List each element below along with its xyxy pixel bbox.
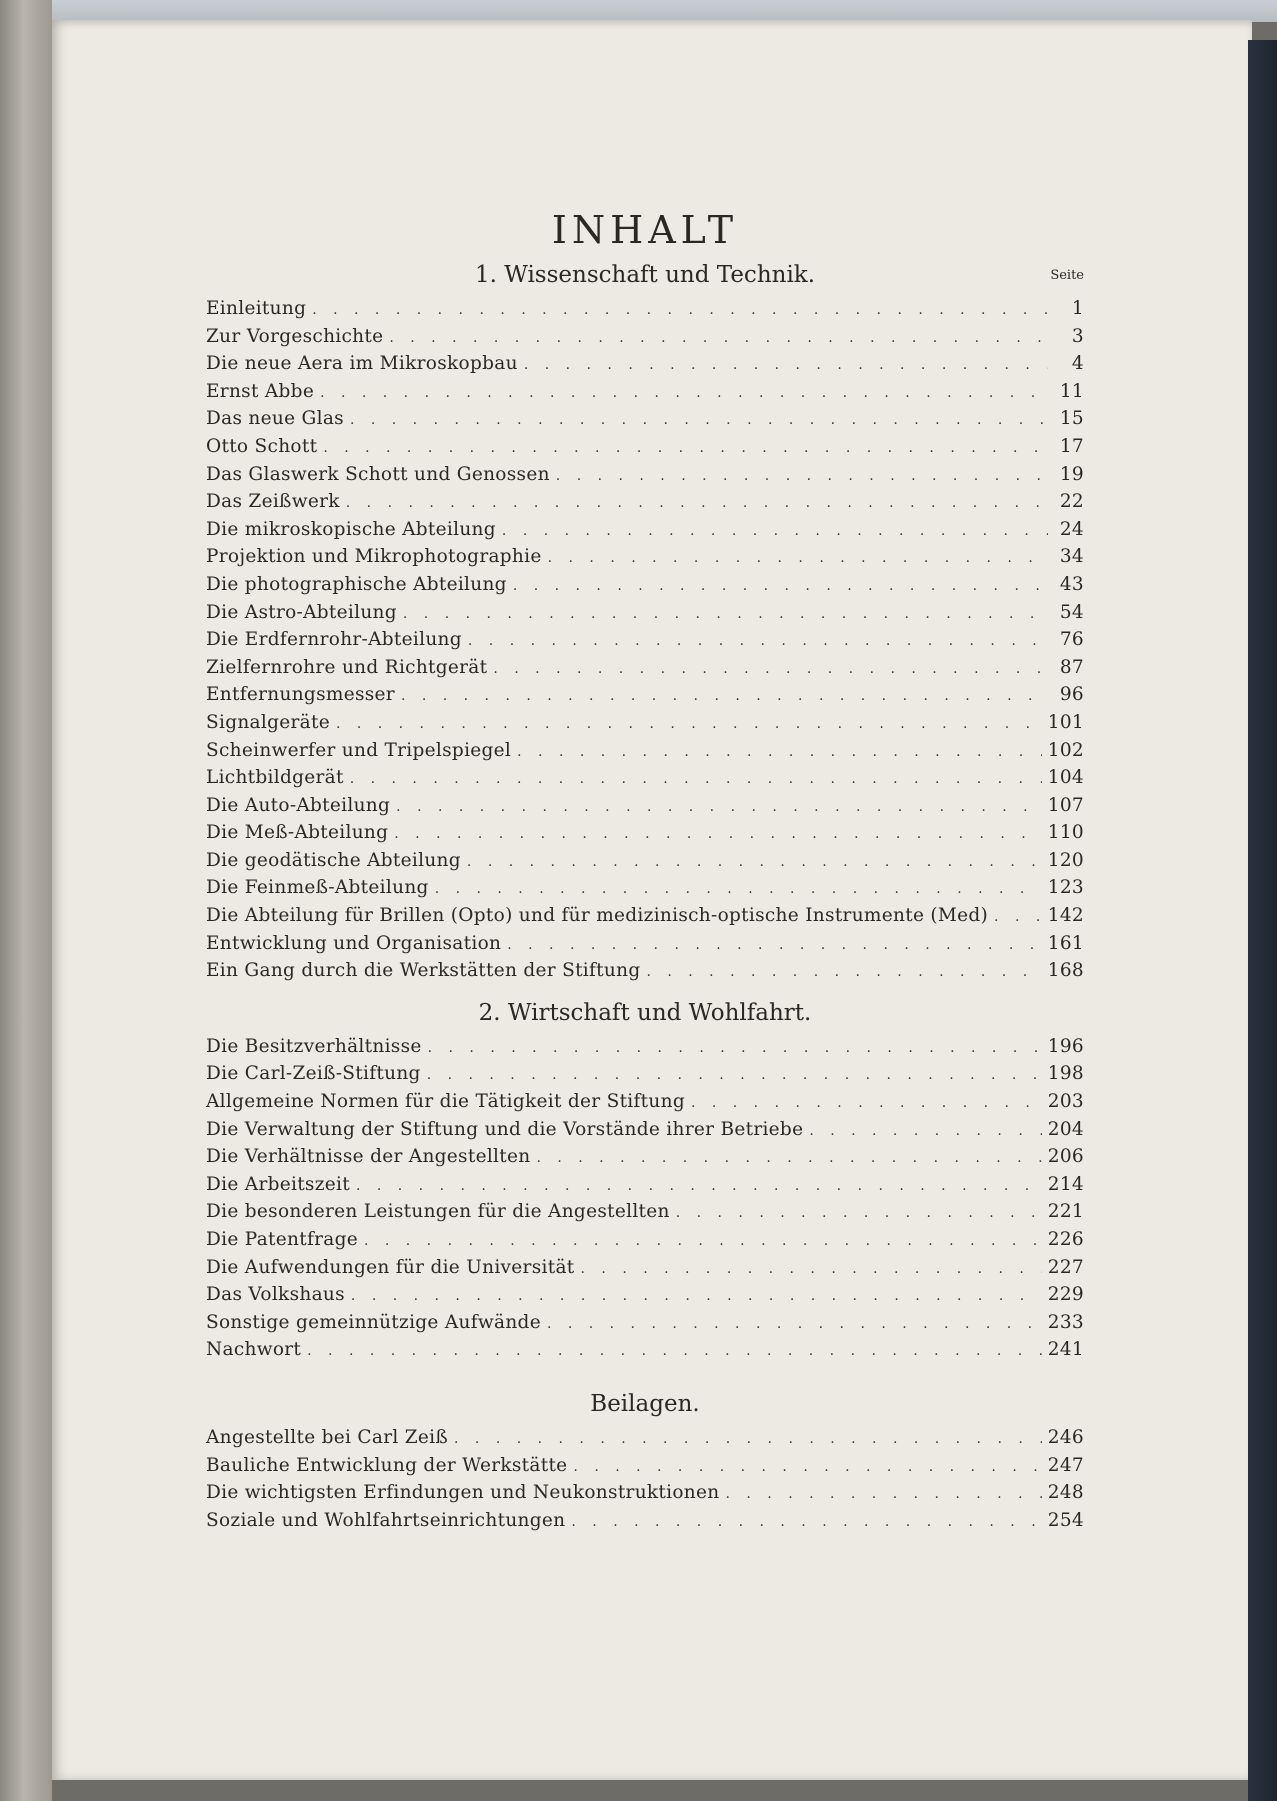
dot-leader: [356, 1173, 1042, 1201]
dot-leader: [435, 876, 1042, 904]
toc-entry-title: Bauliche Entwicklung der Werkstätte: [206, 1454, 568, 1476]
toc-entry: [206, 1479, 1084, 1507]
dot-leader: [351, 1283, 1042, 1311]
dot-leader: [394, 821, 1042, 849]
toc-entry: [206, 461, 1084, 489]
toc-entry: [206, 1171, 1084, 1199]
toc-entry: [206, 626, 1084, 654]
toc-entry-page: 43: [1059, 573, 1084, 595]
toc-entry-title: Die Verhältnisse der Angestellten: [206, 1146, 531, 1168]
dot-leader: [350, 407, 1048, 435]
toc-entry-title: Entwicklung und Organisation: [206, 932, 502, 954]
toc-entry: [206, 405, 1084, 433]
toc-entry: [206, 1309, 1084, 1337]
toc-entry-title: Projektion und Mikrophotographie: [206, 546, 542, 568]
toc-entry-page: 24: [1059, 518, 1084, 540]
toc-entry: [206, 792, 1084, 820]
toc-entry: [206, 571, 1084, 599]
toc-entry-page: 123: [1047, 877, 1084, 899]
toc-entry: [206, 1424, 1084, 1452]
dot-leader: [428, 1035, 1042, 1063]
dot-leader: [809, 1118, 1041, 1146]
dot-leader: [493, 656, 1048, 684]
dot-leader: [547, 1311, 1042, 1339]
toc-entry-title: Die photographische Abteilung: [206, 573, 507, 595]
toc-entry-page: 76: [1059, 629, 1084, 651]
toc-entry: [206, 378, 1084, 406]
toc-entry-title: Ernst Abbe: [206, 380, 315, 402]
toc-entry-title: Ein Gang durch die Werkstätten der Stiftung: [206, 960, 641, 982]
toc-entry: [206, 957, 1084, 985]
toc-entry-title: Die Verwaltung der Stiftung und die Vorstände ihrer Betriebe: [206, 1118, 804, 1140]
table-of-contents: [206, 205, 1084, 1534]
toc-entry: [206, 1088, 1084, 1116]
toc-entry-page: 11: [1059, 380, 1084, 402]
toc-entry-page: 233: [1047, 1311, 1084, 1333]
toc-entry-title: Die besonderen Leistungen für die Angestellten: [206, 1201, 670, 1223]
toc-entry: [206, 654, 1084, 682]
dot-leader: [468, 628, 1048, 656]
toc-entry: [206, 295, 1084, 323]
dot-leader: [524, 352, 1048, 380]
page-column-label: Seite: [1050, 268, 1084, 283]
dot-leader: [346, 490, 1048, 518]
toc-entry-page: 102: [1047, 739, 1084, 761]
toc-entry-page: 54: [1059, 601, 1084, 623]
toc-entry: [206, 543, 1084, 571]
toc-entry-title: Lichtbildgerät: [206, 767, 344, 789]
dot-leader: [691, 1090, 1042, 1118]
section-entries: [206, 295, 1084, 985]
toc-entry-page: 226: [1047, 1229, 1084, 1250]
dot-leader: [507, 932, 1042, 960]
toc-entry: [206, 1060, 1084, 1088]
toc-entry-title: Die Feinmeß-Abteilung: [206, 877, 429, 899]
toc-entry-page: 198: [1047, 1063, 1084, 1085]
toc-entry: [206, 488, 1084, 516]
toc-entry: [206, 1452, 1084, 1480]
toc-entry: [206, 819, 1084, 847]
toc-entry: [206, 874, 1084, 902]
dot-leader: [548, 545, 1048, 573]
toc-entry-page: 204: [1047, 1118, 1084, 1140]
toc-entry: [206, 350, 1084, 378]
dot-leader: [389, 325, 1048, 353]
toc-entry-page: 142: [1047, 905, 1084, 927]
toc-entry-page: 241: [1047, 1339, 1084, 1361]
toc-entry-title: Entfernungsmesser: [206, 684, 395, 706]
dot-leader: [502, 518, 1048, 546]
toc-entry-title: Die Astro-Abteilung: [206, 601, 397, 623]
toc-entry-title: Das Glaswerk Schott und Genossen: [206, 463, 550, 485]
dot-leader: [573, 1454, 1041, 1482]
toc-entry-title: Angestellte bei Carl Zeiß: [206, 1426, 449, 1448]
toc-entry: [206, 1336, 1084, 1364]
dot-leader: [517, 739, 1042, 767]
dot-leader: [581, 1256, 1042, 1284]
toc-entry: [206, 1281, 1084, 1309]
toc-entry-title: Das neue Glas: [206, 408, 344, 430]
toc-entry-page: 22: [1059, 491, 1084, 513]
toc-entry-title: Soziale und Wohlfahrtseinrichtungen: [206, 1509, 566, 1531]
dot-leader: [467, 849, 1042, 877]
dot-leader: [571, 1509, 1041, 1537]
toc-entry-page: 101: [1047, 711, 1084, 733]
toc-entry-page: 203: [1047, 1091, 1084, 1113]
toc-entry-title: Signalgeräte: [206, 711, 330, 733]
dot-leader: [320, 380, 1048, 408]
section-entries: [206, 1033, 1084, 1364]
toc-entry-page: 87: [1059, 656, 1084, 678]
toc-entry-page: 96: [1059, 684, 1084, 706]
background-right: [1248, 40, 1277, 1801]
spacer: [206, 1364, 1084, 1384]
toc-entry-title: Die Aufwendungen für die Universität: [206, 1256, 575, 1278]
toc-entry-title: Sonstige gemeinnützige Aufwände: [206, 1311, 541, 1333]
dot-leader: [396, 794, 1042, 822]
dot-leader: [336, 711, 1042, 739]
toc-entry-page: 4: [1071, 353, 1084, 375]
toc-entry-page: 15: [1059, 408, 1084, 430]
toc-entry: [206, 599, 1084, 627]
toc-entry-page: 248: [1047, 1482, 1084, 1504]
section-heading: [206, 1384, 1084, 1424]
toc-entry-page: 104: [1047, 767, 1084, 789]
toc-entry-title: Allgemeine Normen für die Tätigkeit der Stiftung: [206, 1091, 685, 1113]
book-spine-edge: [0, 0, 52, 1801]
dot-leader: [401, 683, 1048, 711]
toc-entry-title: Das Volkshaus: [206, 1284, 345, 1306]
page-title: INHALT: [551, 208, 739, 252]
section-heading-text: 2. Wirtschaft und Wohlfahrt.: [478, 999, 812, 1026]
dot-leader: [364, 1228, 1042, 1256]
toc-entry-page: 254: [1047, 1509, 1084, 1531]
toc-entry: [206, 1033, 1084, 1061]
toc-entry-page: 227: [1047, 1256, 1084, 1278]
toc-entry-title: Die wichtigsten Erfindungen und Neukonstruktionen: [206, 1482, 720, 1504]
toc-entry: [206, 709, 1084, 737]
toc-entry-page: 229: [1047, 1284, 1084, 1306]
dot-leader: [312, 297, 1048, 325]
toc-entry-page: 3: [1071, 325, 1084, 347]
dot-leader: [323, 435, 1048, 463]
toc-entry-title: Die geodätische Abteilung: [206, 849, 461, 871]
toc-entry-title: Die mikroskopische Abteilung: [206, 518, 496, 540]
dot-leader: [646, 959, 1041, 987]
toc-entry-title: Scheinwerfer und Tripelspiegel: [206, 739, 512, 761]
toc-entry-title: Die Auto-Abteilung: [206, 794, 391, 816]
toc-entry: [206, 323, 1084, 351]
dot-leader: [307, 1338, 1042, 1366]
toc-entry-title: Nachwort: [206, 1339, 302, 1361]
toc-entry-page: 161: [1047, 932, 1084, 954]
section-entries: [206, 1424, 1084, 1534]
toc-entry: [206, 1226, 1084, 1254]
section-heading-text: 1. Wissenschaft und Technik.: [474, 262, 816, 288]
toc-entry-title: Die neue Aera im Mikroskopbau: [206, 353, 518, 375]
dot-leader: [454, 1426, 1042, 1454]
background-top: [0, 0, 1277, 22]
section-heading-text: Beilagen.: [590, 1390, 700, 1417]
toc-entry: [206, 433, 1084, 461]
toc-entry-page: 168: [1047, 960, 1084, 982]
section-heading: [206, 993, 1084, 1033]
toc-entry-page: 34: [1059, 546, 1084, 568]
toc-entry-page: 17: [1059, 435, 1084, 457]
toc-entry-title: Die Carl-Zeiß-Stiftung: [206, 1063, 421, 1085]
dot-leader: [403, 601, 1048, 629]
toc-entry: [206, 847, 1084, 875]
toc-entry-title: Zur Vorgeschichte: [206, 325, 384, 347]
dot-leader: [556, 463, 1048, 491]
toc-entry-page: 110: [1047, 822, 1084, 844]
dot-leader: [513, 573, 1048, 601]
dot-leader: [427, 1062, 1042, 1090]
toc-entry-title: Otto Schott: [206, 435, 318, 457]
toc-entry: [206, 764, 1084, 792]
toc-entry-page: 246: [1047, 1426, 1084, 1448]
toc-entry: [206, 1198, 1084, 1226]
toc-entry: [206, 737, 1084, 765]
toc-entry: [206, 516, 1084, 544]
toc-entry-page: 120: [1047, 849, 1084, 871]
toc-entry-title: Die Arbeitszeit: [206, 1173, 350, 1195]
toc-entry-page: 214: [1047, 1173, 1084, 1195]
toc-entry-page: 19: [1059, 463, 1084, 485]
toc-entry-title: Die Besitzverhältnisse: [206, 1035, 422, 1057]
dot-leader: [350, 766, 1042, 794]
toc-entry-page: 247: [1047, 1454, 1084, 1476]
toc-entry-title: Die Meß-Abteilung: [206, 822, 389, 844]
toc-entry-page: 196: [1047, 1035, 1084, 1057]
toc-entry-page: 221: [1047, 1201, 1084, 1223]
dot-leader: [726, 1481, 1042, 1509]
section-heading: [206, 255, 1084, 295]
toc-entry-title: Zielfernrohre und Richtgerät: [206, 656, 488, 678]
dot-leader: [536, 1145, 1041, 1173]
toc-entry: [206, 1116, 1084, 1144]
toc-entry-page: 206: [1047, 1146, 1084, 1168]
dot-leader: [994, 904, 1042, 932]
toc-entry-page: 107: [1047, 794, 1084, 816]
toc-entry: [206, 930, 1084, 958]
toc-entry-title: Einleitung: [206, 298, 307, 319]
toc-entry-title: Die Erdfernrohr-Abteilung: [206, 629, 462, 651]
toc-entry: [206, 1254, 1084, 1282]
toc-entry: [206, 1507, 1084, 1535]
toc-entry-page: 1: [1071, 298, 1084, 319]
toc-entry: [206, 902, 1084, 930]
toc-entry-title: Das Zeißwerk: [206, 491, 340, 513]
toc-entry-title: Die Abteilung für Brillen (Opto) und für medizinisch-optische Instrumente (Med): [206, 905, 989, 927]
toc-entry: [206, 1143, 1084, 1171]
dot-leader: [676, 1200, 1042, 1228]
toc-entry-title: Die Patentfrage: [206, 1229, 358, 1250]
toc-entry: [206, 681, 1084, 709]
